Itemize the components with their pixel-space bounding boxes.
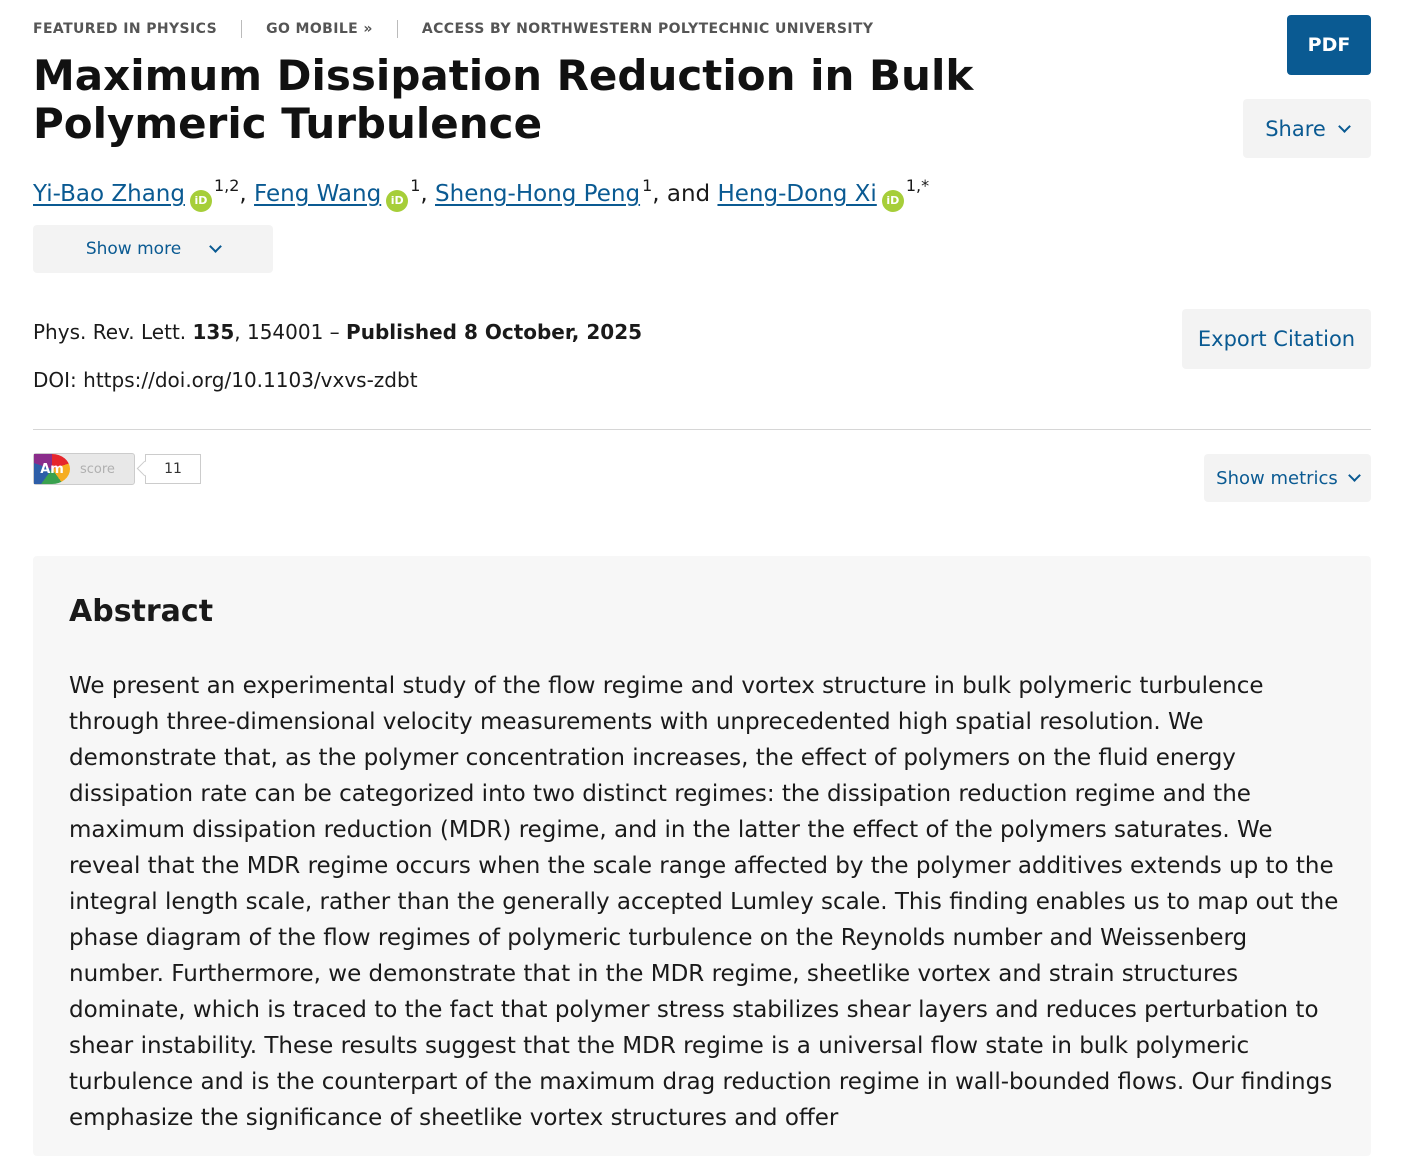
author-affiliation: 1,*	[905, 176, 930, 195]
author-affiliation: 1,2	[213, 176, 240, 195]
article-title: Maximum Dissipation Reduction in Bulk Polymeric Turbulence	[33, 51, 974, 148]
abstract-section	[33, 556, 1371, 1156]
pdf-button[interactable]: PDF	[1287, 15, 1371, 75]
show-more-label: Show more	[85, 239, 182, 259]
orcid-icon[interactable]: iD	[190, 190, 212, 212]
author-affiliation: 1	[410, 176, 421, 195]
citation-line	[33, 320, 642, 344]
orcid-icon[interactable]: iD	[386, 190, 408, 212]
journal-name: Phys. Rev. Lett.	[33, 320, 187, 344]
author-and: , and	[652, 181, 711, 207]
share-button[interactable]	[1243, 99, 1371, 158]
volume-number: 135	[192, 320, 235, 344]
show-metrics-button[interactable]	[1204, 454, 1371, 502]
author-separator: ,	[420, 181, 428, 207]
author-link[interactable]: Feng Wang	[254, 181, 382, 207]
access-by-institution: ACCESS BY NORTHWESTERN POLYTECHNIC UNIVERSITY	[421, 21, 874, 37]
altmetric-badge[interactable]	[33, 453, 201, 485]
altmetric-score-label: score	[80, 461, 115, 477]
nav-divider	[397, 20, 398, 38]
nav-divider	[241, 20, 242, 38]
abstract-text: We present an experimental study of the flow regime and vortex structure in bulk polymeric turbulence through three-dimensional velocity measurements with unprecedented high spatial resolution. We demonstrate that, as the polymer concentration increases, the effect of polymers on the fluid energy dissipation rate can be categorized into two distinct regimes: the dissipation reduction regime and the maximum dissipation reduction (MDR) regime, and in the latter the effect of the polymers saturates. We reveal that the MDR regime occurs when the scale range affected by the polymer additives extends up to the integral length scale, rather than the generally accepted Lumley scale. This finding enables us to map out the phase diagram of the flow regimes of polymeric turbulence on the Reynolds number and Weissenberg number. Furthermore, we demonstrate that in the MDR regime, sheetlike vortex and strain structures dominate, which is traced to the fact that polymer stress stabilizes shear layers and reduces perturbation to shear instability. These results suggest that the MDR regime is a universal flow state in bulk polymeric turbulence and is the counterpart of the maximum drag reduction regime in wall-bounded flows. Our findings emphasize the significance of sheetlike vortex structures and offer	[69, 673, 1339, 1131]
chevron-down-icon	[1338, 120, 1351, 133]
author-separator: ,	[239, 181, 247, 207]
doi-line: DOI: https://doi.org/10.1103/vxvs-zdbt	[33, 368, 418, 392]
altmetric-donut-icon	[34, 454, 70, 484]
author-link[interactable]: Yi-Bao Zhang	[33, 181, 185, 207]
featured-in-physics-link[interactable]: FEATURED IN PHYSICS	[33, 21, 218, 37]
author-list	[33, 168, 929, 212]
orcid-icon[interactable]: iD	[882, 190, 904, 212]
share-label: Share	[1265, 116, 1326, 141]
altmetric-count: 11	[145, 454, 201, 484]
top-nav	[33, 20, 873, 38]
author-link[interactable]: Sheng-Hong Peng	[435, 181, 641, 207]
export-citation-button[interactable]: Export Citation	[1182, 309, 1371, 369]
show-metrics-label: Show metrics	[1216, 467, 1338, 489]
published-date: Published 8 October, 2025	[346, 320, 643, 344]
show-more-button[interactable]	[33, 225, 273, 273]
chevron-down-icon	[1348, 469, 1361, 482]
go-mobile-link[interactable]: GO MOBILE »	[266, 21, 373, 37]
author-affiliation: 1	[642, 176, 653, 195]
author-link[interactable]: Heng-Dong Xi	[717, 181, 877, 207]
chevron-down-icon	[209, 240, 222, 253]
abstract-heading: Abstract	[69, 594, 214, 629]
altmetric-score-badge	[33, 453, 135, 485]
article-number: , 154001 –	[234, 320, 340, 344]
altmetric-am-label: Am	[40, 461, 64, 477]
section-divider	[33, 429, 1371, 430]
